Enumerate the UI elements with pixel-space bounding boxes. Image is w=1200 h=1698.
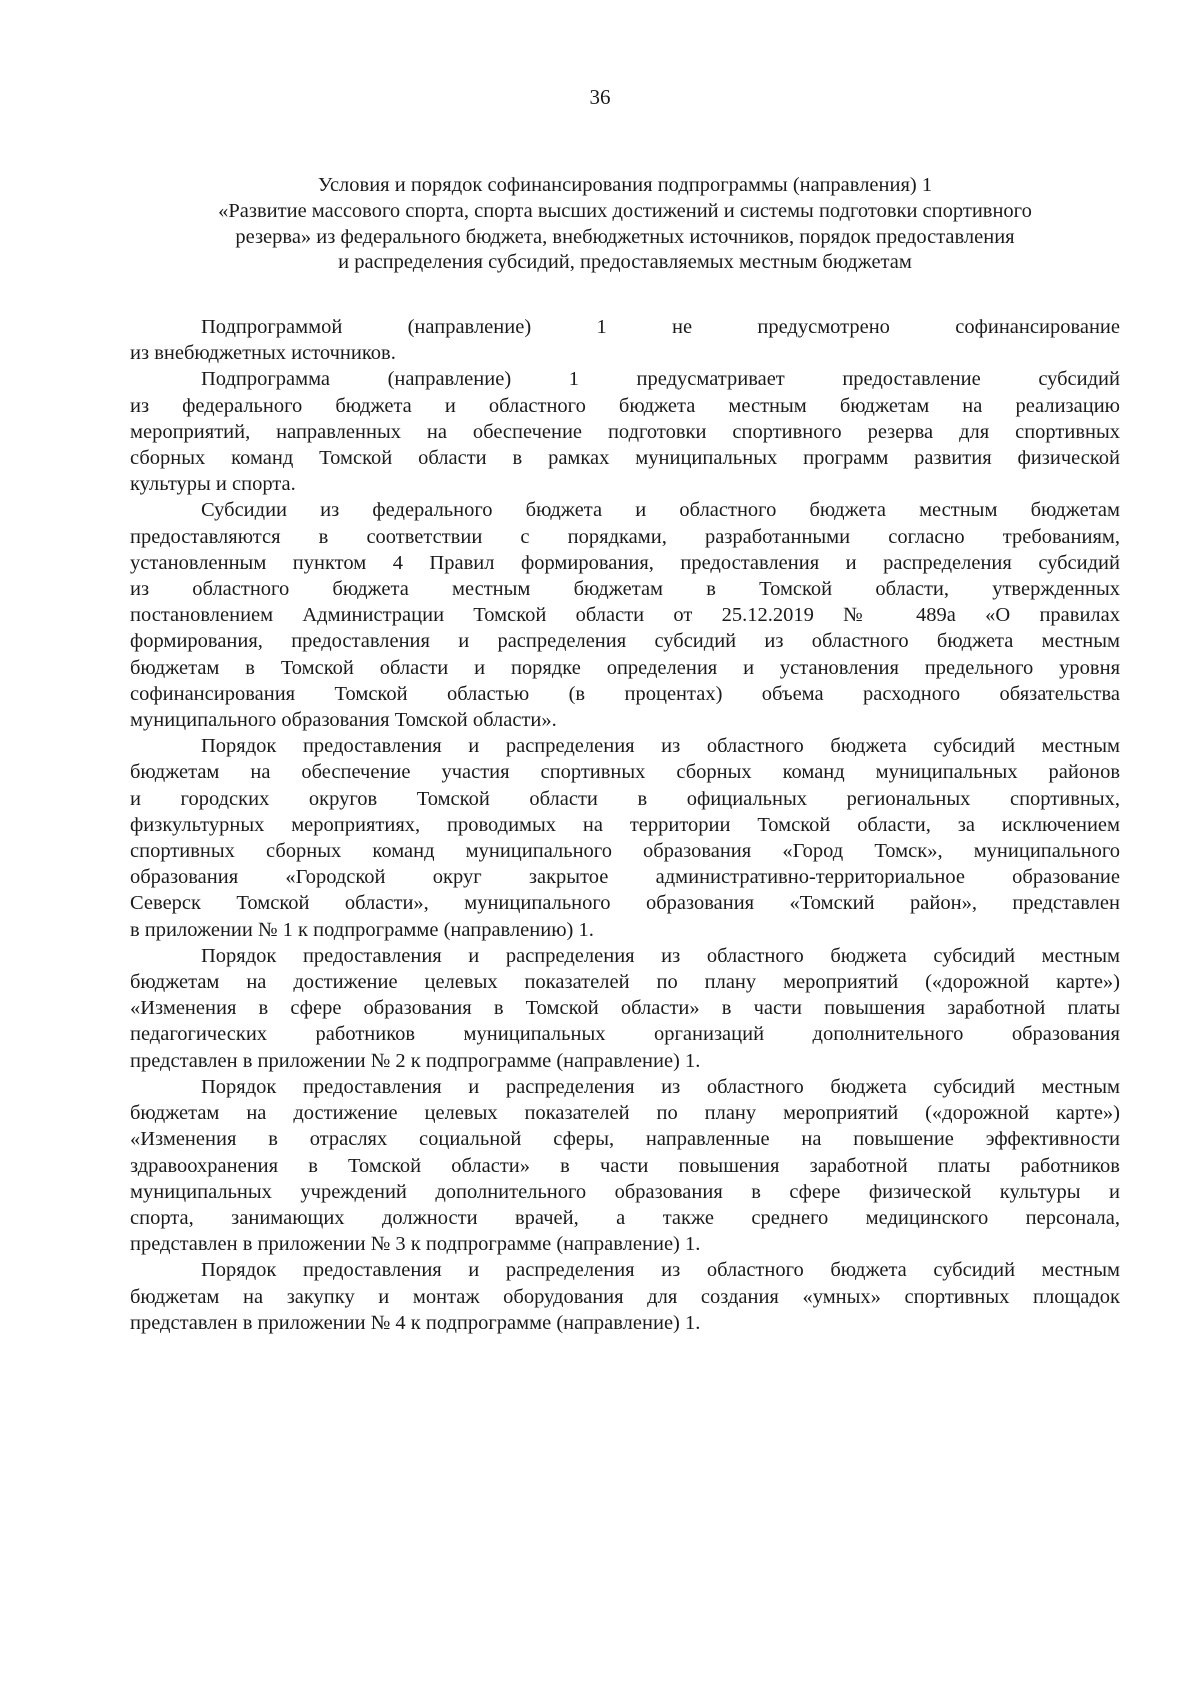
paragraph-subsidies-rules [130, 497, 1120, 733]
paragraph-line: педагогических работников муниципальных организаций дополнительного образования [130, 1023, 1120, 1046]
paragraph-line: бюджетам на закупку и монтаж оборудования для создания «умных» спортивных площадок [130, 1285, 1120, 1308]
section-title-line: «Развитие массового спорта, спорта высших достижений и системы подготовки спортивного [218, 199, 1032, 222]
document-body [130, 314, 1120, 1336]
paragraph-line: бюджетам на обеспечение участия спортивных сборных команд муниципальных районов [130, 761, 1120, 784]
paragraph-line: бюджетам на достижение целевых показателей по плану мероприятий («дорожной карте») [130, 1102, 1120, 1125]
paragraph-line: здравоохранения в Томской области» в части повышения заработной платы работников [130, 1154, 1120, 1177]
section-title-line: Условия и порядок софинансирования подпрограммы (направления) 1 [317, 174, 933, 196]
paragraph-line: спортивных сборных команд муниципального образования «Город Томск», муниципального [130, 840, 1120, 863]
paragraph-appendix-1 [130, 733, 1120, 943]
paragraph-line: «Изменения в отраслях социальной сферы, направленные на повышение эффективности [130, 1128, 1120, 1151]
paragraph-line: из внебюджетных источников. [130, 342, 396, 365]
paragraph-line: сборных команд Томской области в рамках муниципальных программ развития физической [130, 447, 1120, 470]
paragraph-line: представлен в приложении № 4 к подпрограмме (направление) 1. [130, 1311, 701, 1334]
paragraph-line: муниципального образования Томской области». [130, 709, 557, 732]
page-number: 36 [589, 85, 611, 109]
paragraph-line: из федерального бюджета и областного бюджета местным бюджетам на реализацию [130, 394, 1120, 417]
section-title-line: и распределения субсидий, предоставляемых местным бюджетам [338, 251, 912, 274]
paragraph-line: культуры и спорта. [130, 473, 296, 496]
paragraph-line: спорта, занимающих должности врачей, а также среднего медицинского персонала, [130, 1206, 1120, 1229]
paragraph-line: Порядок предоставления и распределения из областного бюджета субсидий местным [201, 1075, 1120, 1098]
paragraph-line: и городских округов Томской области в официальных региональных спортивных, [130, 787, 1120, 810]
paragraph-line: формирования, предоставления и распределения субсидий из областного бюджета местным [130, 630, 1120, 653]
paragraph-line: образования «Городской округ закрытое административно-территориальное образование [130, 866, 1120, 889]
paragraph-line: из областного бюджета местным бюджетам в Томской области, утвержденных [130, 578, 1120, 601]
paragraph-line: установленным пунктом 4 Правил формирования, предоставления и распределения субсидий [130, 551, 1120, 574]
paragraph-cofinancing-sources [130, 314, 1120, 366]
paragraph-line: Порядок предоставления и распределения из областного бюджета субсидий местным [201, 944, 1120, 967]
paragraph-appendix-3 [130, 1074, 1120, 1257]
paragraph-line: Подпрограмма (направление) 1 предусматривает предоставление субсидий [201, 368, 1120, 391]
paragraph-line: Подпрограммой (направление) 1 не предусмотрено софинансирование [201, 316, 1120, 338]
section-title-line: резерва» из федерального бюджета, внебюджетных источников, порядок предоставления [235, 225, 1015, 248]
paragraph-line: Порядок предоставления и распределения из областного бюджета субсидий местным [201, 735, 1120, 758]
paragraph-line: муниципальных учреждений дополнительного образования в сфере физической культуры и [130, 1180, 1120, 1203]
paragraph-line: Северск Томской области», муниципального образования «Томский район», представлен [130, 892, 1120, 915]
paragraph-line: в приложении № 1 к подпрограмме (направлению) 1. [130, 918, 594, 941]
paragraph-line: физкультурных мероприятиях, проводимых на территории Томской области, за исключением [130, 813, 1120, 836]
paragraph-line: бюджетам на достижение целевых показателей по плану мероприятий («дорожной карте») [130, 971, 1120, 994]
paragraph-appendix-2 [130, 943, 1120, 1074]
section-title [130, 173, 1120, 276]
paragraph-line: представлен в приложении № 3 к подпрограмме (направление) 1. [130, 1233, 701, 1256]
paragraph-line: бюджетам в Томской области и порядке определения и установления предельного уровня [130, 656, 1120, 679]
paragraph-line: постановлением Администрации Томской области от 25.12.2019 № 489а «О правилах [130, 604, 1120, 627]
paragraph-line: софинансирования Томской областью (в процентах) объема расходного обязательства [130, 682, 1120, 705]
paragraph-appendix-4 [130, 1257, 1120, 1336]
paragraph-subsidies-provision [130, 366, 1120, 497]
paragraph-line: Порядок предоставления и распределения из областного бюджета субсидий местным [201, 1259, 1120, 1282]
paragraph-line: предоставляются в соответствии с порядками, разработанными согласно требованиям, [130, 525, 1120, 548]
paragraph-line: мероприятий, направленных на обеспечение подготовки спортивного резерва для спортивных [130, 420, 1120, 443]
paragraph-line: Субсидии из федерального бюджета и областного бюджета местным бюджетам [201, 499, 1120, 522]
paragraph-line: представлен в приложении № 2 к подпрограмме (направление) 1. [130, 1049, 701, 1072]
paragraph-line: «Изменения в сфере образования в Томской области» в части повышения заработной платы [130, 997, 1120, 1020]
